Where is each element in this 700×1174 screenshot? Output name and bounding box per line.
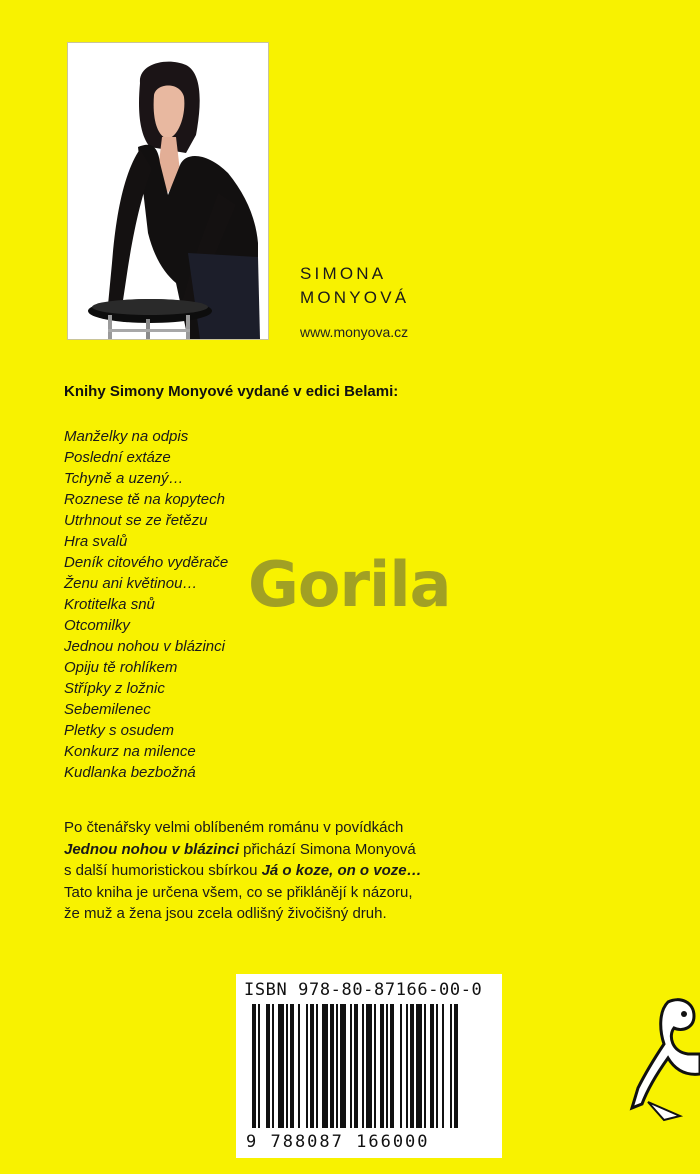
book-title: Jednou nohou v blázinci <box>64 638 225 655</box>
blurb-text: Po čtenářsky velmi oblíbeném románu v povídkách <box>64 819 404 836</box>
book-blurb <box>64 817 484 925</box>
book-title: Tchyně a uzený… <box>64 470 184 487</box>
author-name <box>300 262 409 310</box>
book-title: Konkurz na milence <box>64 743 196 760</box>
gorila-watermark: Gorila <box>248 548 451 621</box>
blurb-text: přichází Simona Monyová <box>239 840 416 858</box>
barcode-panel <box>236 974 502 1158</box>
barcode-digits: 9 788087 166000 <box>246 1132 430 1152</box>
blurb-text: Tato kniha je určena všem, co se přiklánějí k názoru, <box>64 883 413 901</box>
isbn-label: ISBN 978-80-87166-00-0 <box>244 980 483 1000</box>
book-title: Sebemilenec <box>64 701 151 718</box>
author-first-name: SIMONA <box>300 264 387 283</box>
book-title: Manželky na odpis <box>64 428 189 445</box>
blurb-book-title: Jednou nohou v blázinci <box>64 840 240 858</box>
book-title: Poslední extáze <box>64 449 171 466</box>
books-heading: Knihy Simony Monyové vydané v edici Belami: <box>64 383 399 400</box>
book-title: Deník citového vyděrače <box>64 554 229 571</box>
book-title: Otcomilky <box>64 617 130 634</box>
book-title: Pletky s osudem <box>64 722 175 739</box>
book-title: Utrhnout se ze řetězu <box>64 512 208 529</box>
book-title: Krotitelka snů <box>64 596 155 613</box>
gorila-mascot-icon <box>628 992 700 1122</box>
barcode-bars <box>252 1004 488 1134</box>
book-title: Opiju tě rohlíkem <box>64 659 178 676</box>
author-website[interactable]: www.monyova.cz <box>300 324 409 340</box>
author-last-name: MONYOVÁ <box>300 288 410 307</box>
book-title: Ženu ani květinou… <box>64 575 198 592</box>
blurb-text: že muž a žena jsou zcela odlišný živočišný druh. <box>64 905 387 923</box>
book-list <box>64 426 228 783</box>
author-photo-illustration <box>68 43 268 339</box>
book-title: Kudlanka bezbožná <box>64 764 196 781</box>
book-title: Roznese tě na kopytech <box>64 491 225 508</box>
blurb-text: s další humoristickou sbírkou <box>64 862 262 880</box>
blurb-book-title: Já o koze, on o voze… <box>261 862 422 880</box>
author-photo <box>67 42 269 340</box>
book-title: Hra svalů <box>64 533 128 550</box>
book-title: Střípky z ložnic <box>64 680 165 697</box>
